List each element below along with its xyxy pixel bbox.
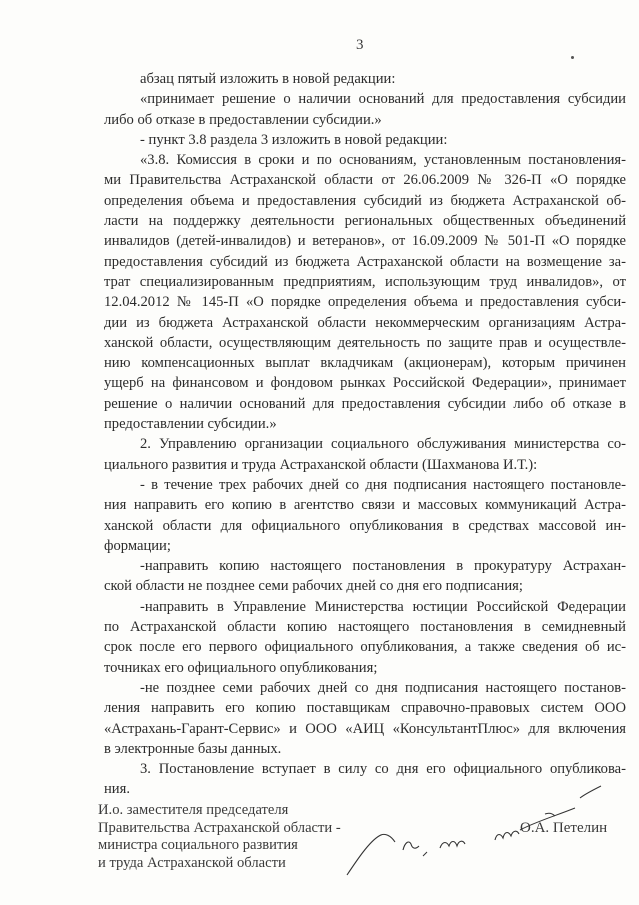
body-line: формации; [104, 537, 171, 554]
body-line: абзац пятый изложить в новой редакции: [140, 71, 396, 87]
body-line: -направить в Управление Министерства юстиции Российской Федерации [140, 598, 626, 615]
body-line: инвалидов (детей-инвалидов) и ветеранов», от 16.09.2009 № 501-П «О порядке [104, 233, 626, 250]
body-line: ми Правительства Астраханской области от 26.06.2009 № 326-П «О порядке [104, 172, 626, 189]
body-line: -направить копию настоящего постановления в прокуратуру Астрахан- [140, 558, 626, 575]
body-line: ния направить его копию в агентство связи и массовых коммуникаций Астра- [104, 497, 626, 514]
body-line: точниках его официального опубликования; [104, 659, 378, 676]
scan-speck [571, 56, 574, 59]
body-line: 2. Управлению организации социального обслуживания министерства со- [140, 436, 626, 453]
body-line: нию компенсационных выплат вкладчикам (акционерам), которым причинен [104, 355, 626, 372]
body-line: ления направить его копию поставщикам справочно-правовых систем ООО [104, 700, 626, 717]
body-line: - пункт 3.8 раздела 3 изложить в новой редакции: [140, 131, 448, 148]
body-line: ласти на поддержку деятельности региональных общественных объединений [104, 213, 626, 230]
body-line: 12.04.2012 № 145-П «О порядке определения объема и предоставления субси- [104, 294, 626, 311]
body-line: циального развития и труда Астраханской области (Шахманова И.Т.): [104, 456, 538, 473]
document-body [104, 69, 626, 800]
signature-block [98, 802, 341, 872]
body-line: по Астраханской области копию настоящего постановления в семидневный [104, 619, 626, 636]
signer-title-line: министра социального развития [98, 837, 298, 853]
body-line: либо об отказе в предоставлении субсидии.» [104, 111, 382, 128]
body-line: ущерб на финансовом и фондовом рынках Российской Федерации», принимает [104, 375, 626, 392]
signer-title-line: И.о. заместителя председателя [98, 802, 289, 818]
body-line: -не позднее семи рабочих дней со дня подписания настоящего постанов- [140, 679, 626, 696]
body-line: «принимает решение о наличии оснований для предоставления субсидии [140, 91, 626, 108]
body-line: в электронные базы данных. [104, 740, 282, 757]
body-line: «3.8. Комиссия в сроки и по основаниям, установленным постановления- [140, 152, 626, 169]
body-line: «Астрахань-Гарант-Сервис» и ООО «АИЦ «КонсультантПлюс» для включения [104, 720, 626, 737]
body-line: ской области не позднее семи рабочих дней со дня его подписания; [104, 578, 523, 595]
body-line: предоставлении субсидии.» [104, 416, 277, 433]
body-line: срок после его первого официального опубликования, а также сведения об ис- [104, 639, 626, 656]
body-line: - в течение трех рабочих дней со дня подписания настоящего постановле- [140, 476, 626, 493]
body-line: ханской области, осуществляющим деятельность по защите прав и осуществле- [104, 334, 626, 351]
body-line: решение о наличии оснований для предоставления субсидии либо об отказе в [104, 395, 626, 412]
page-number: 3 [356, 37, 364, 53]
body-line: ханской области для официального опубликования в средствах массовой ин- [104, 517, 626, 534]
body-line: ния. [104, 781, 130, 798]
signer-name: О.А. Петелин [520, 820, 608, 836]
body-line: дии из бюджета Астраханской области некоммерческим организациям Астра- [104, 314, 626, 331]
body-line: предоставления субсидий из бюджета Астраханской области на возмещение за- [104, 253, 626, 270]
signer-title-line: Правительства Астраханской области - [98, 819, 341, 836]
body-line: 3. Постановление вступает в силу со дня его официального опубликова- [140, 761, 626, 778]
body-line: трат специализированным предприятиям, использующим труд инвалидов», от [104, 273, 626, 290]
body-line: определения объема и предоставления субсидий из бюджета Астраханской об- [104, 192, 626, 209]
signer-title-line: и труда Астраханской области [98, 854, 286, 871]
